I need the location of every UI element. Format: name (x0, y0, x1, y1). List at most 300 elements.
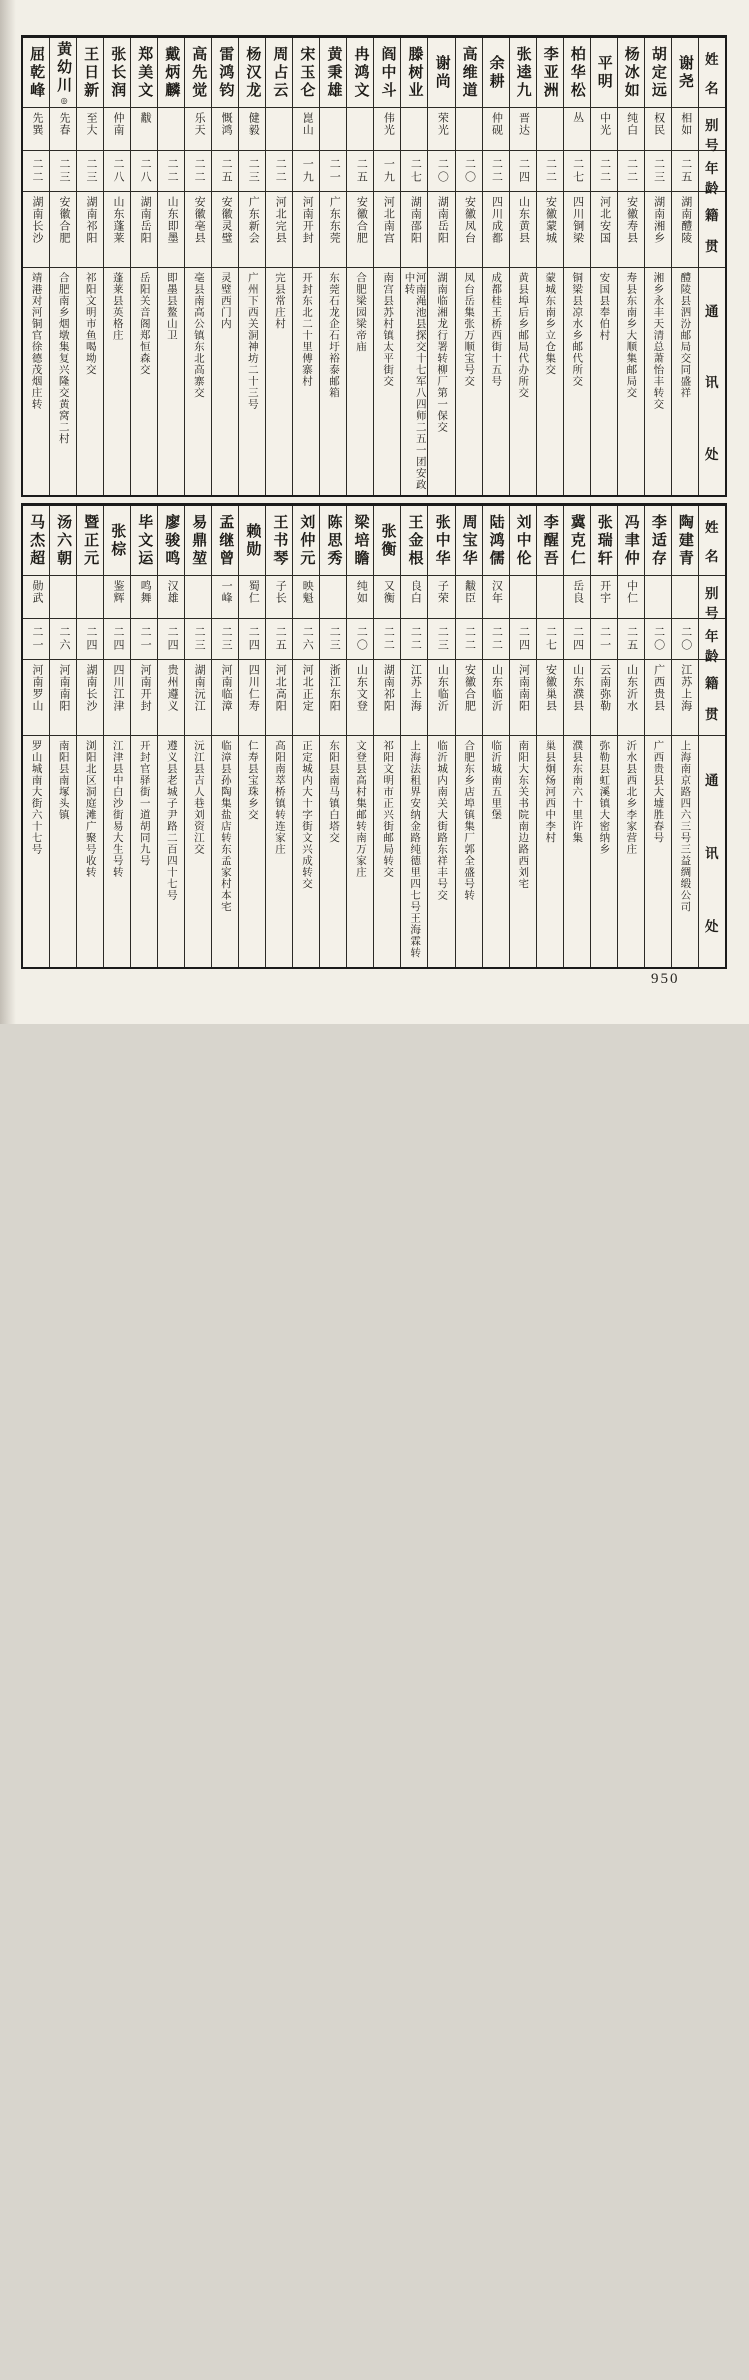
person-name-text: 周占云 (271, 45, 288, 100)
person-native-place-text: 山东濮县 (571, 664, 584, 712)
person-name-text: 张衡 (379, 522, 396, 559)
person-alias-text: 纯白 (625, 112, 638, 136)
person-name-text: 柏华松 (568, 45, 585, 100)
person-age (266, 619, 292, 660)
person-native-place (347, 660, 373, 736)
entry-column (510, 506, 537, 967)
person-address (131, 736, 157, 967)
person-native-place (374, 660, 400, 736)
person-alias-text: 乐天 (193, 112, 206, 136)
person-name (131, 38, 157, 108)
person-age-text: 二〇 (652, 626, 665, 652)
person-address (645, 268, 671, 495)
person-alias (320, 576, 346, 619)
person-address-text: 凤台岳集张万顺宝号交 (463, 272, 475, 387)
person-alias (401, 108, 427, 151)
person-name (537, 38, 563, 108)
person-name-text: 黄幼川◎ (55, 40, 72, 105)
person-address-text: 仁寿县宝珠乡交 (246, 740, 258, 821)
person-alias-text: 汉雄 (166, 580, 179, 604)
person-address (537, 268, 563, 495)
person-age (537, 619, 563, 660)
person-address-text: 开封官驿街一道胡同九号 (138, 740, 150, 867)
person-age (456, 619, 482, 660)
person-name-text: 张棕 (109, 522, 126, 559)
person-native-place-text: 河南罗山 (30, 664, 43, 712)
person-age (320, 151, 346, 192)
person-native-place (158, 660, 184, 736)
person-name-text: 胡定远 (649, 45, 666, 100)
person-native-place (428, 660, 454, 736)
person-age-text: 二二 (544, 158, 557, 184)
person-alias (212, 576, 238, 619)
person-native-place-text: 安徽合肥 (355, 196, 368, 244)
entry-column (212, 38, 239, 495)
person-age-text: 二四 (85, 626, 98, 652)
person-age (104, 151, 130, 192)
person-alias-text: 又衡 (382, 580, 395, 604)
entry-column (293, 38, 320, 495)
person-native-place (212, 192, 238, 268)
person-address (456, 268, 482, 495)
person-name (266, 38, 292, 108)
entry-column (347, 506, 374, 967)
person-native-place-text: 安徽蒙城 (544, 196, 557, 244)
person-alias (23, 576, 49, 619)
person-native-place (293, 660, 319, 736)
person-address-text: 寿县东南乡大顺集邮局交 (625, 272, 637, 399)
person-age (401, 619, 427, 660)
person-alias (266, 108, 292, 151)
header-address-label-char: 通 (705, 772, 719, 788)
person-age-text: 二五 (220, 158, 233, 184)
person-native-place-text: 河南临漳 (220, 664, 233, 712)
person-alias-text: 晋达 (517, 112, 530, 136)
entry-column (266, 506, 293, 967)
person-address-text: 湖南临湘龙行署转柳厂第一保交 (436, 272, 448, 433)
person-name-text: 张中华 (433, 513, 450, 568)
person-address-text: 正定城内大十字街文兴成转交 (300, 740, 312, 890)
person-native-place (320, 192, 346, 268)
person-age-text: 二〇 (355, 626, 368, 652)
person-age-text: 二五 (625, 626, 638, 652)
header-native-label-char: 贯 (705, 707, 719, 723)
person-alias (50, 108, 76, 151)
person-address (374, 736, 400, 967)
header-column (699, 506, 725, 967)
person-address-text: 江津县中白沙街易大生号转 (111, 740, 123, 878)
person-native-place (23, 192, 49, 268)
person-address-text: 南阳大东关书院南边路西刘宅 (517, 740, 529, 890)
entry-column (77, 38, 104, 495)
person-native-place (672, 192, 698, 268)
person-name-text: 王书琴 (271, 513, 288, 568)
person-native-place-text: 湖南醴陵 (679, 196, 692, 244)
person-alias (537, 576, 563, 619)
person-age (185, 619, 211, 660)
person-native-place (510, 660, 536, 736)
person-alias (401, 576, 427, 619)
person-address-text: 成都桂王桥西街十五号 (490, 272, 502, 387)
person-name-text: 雷鸿钧 (217, 45, 234, 100)
person-native-place (537, 192, 563, 268)
header-alias-label (699, 576, 725, 619)
person-age (537, 151, 563, 192)
person-alias-text: 蜀仁 (247, 580, 260, 604)
person-alias-text: 黻臣 (463, 580, 476, 604)
entry-column (104, 38, 131, 495)
person-alias (672, 576, 698, 619)
person-age-text: 二七 (544, 626, 557, 652)
person-alias (239, 576, 265, 619)
directory-table-bottom (21, 503, 727, 969)
person-address (293, 268, 319, 495)
person-alias-text: 伟光 (382, 112, 395, 136)
person-address-text: 亳县南高公镇东北高寨交 (192, 272, 204, 399)
person-address-text: 岳阳关音阁郑恒森交 (138, 272, 150, 376)
person-alias (23, 108, 49, 151)
person-native-place-text: 山东临沂 (490, 664, 503, 712)
header-name-label (699, 506, 725, 576)
person-alias-text: 勋武 (30, 580, 43, 604)
entry-column (483, 38, 510, 495)
header-age-label (699, 151, 725, 196)
person-name (212, 38, 238, 108)
header-native-label-char: 贯 (705, 239, 719, 255)
person-native-place (77, 192, 103, 268)
entry-column (672, 506, 699, 967)
entry-column (23, 506, 50, 967)
entry-column (564, 506, 591, 967)
person-address-text: 南宫县苏村镇太平街交 (382, 272, 394, 387)
person-native-place-text: 河南开封 (301, 196, 314, 244)
person-address (320, 268, 346, 495)
person-native-place (537, 660, 563, 736)
person-age (239, 151, 265, 192)
person-address-text: 即墨县鳌山卫 (165, 272, 177, 341)
person-name-text: 张瑞轩 (595, 513, 612, 568)
person-age (672, 151, 698, 192)
person-name-text: 黄秉雄 (325, 45, 342, 100)
person-alias-text: 映魁 (301, 580, 314, 604)
person-age-text: 二一 (598, 626, 611, 652)
person-name-text: 宋玉仑 (298, 45, 315, 100)
person-address-text: 靖港对河铜官徐德茂烟庄转 (30, 272, 42, 410)
person-native-place (266, 192, 292, 268)
person-name-text: 毕文运 (136, 513, 153, 568)
person-age (185, 151, 211, 192)
person-name (591, 506, 617, 576)
person-name (77, 38, 103, 108)
entry-column (185, 506, 212, 967)
person-native-place-text: 河北正定 (301, 664, 314, 712)
person-address-text: 南阳县南塚头镇 (57, 740, 69, 821)
entry-column (239, 506, 266, 967)
person-address (428, 736, 454, 967)
person-name (510, 38, 536, 108)
person-address (212, 736, 238, 967)
person-native-place (645, 192, 671, 268)
person-address-text: 文登县高村集邮转南万家庄 (355, 740, 367, 878)
entry-column (428, 38, 455, 495)
person-name (428, 38, 454, 108)
person-native-place-text: 湖南长沙 (85, 664, 98, 712)
person-native-place (456, 192, 482, 268)
person-name (645, 506, 671, 576)
entry-column (158, 38, 185, 495)
person-age (293, 619, 319, 660)
person-native-place (564, 660, 590, 736)
person-age-text: 二三 (247, 158, 260, 184)
person-native-place (456, 660, 482, 736)
person-age-text: 二〇 (679, 626, 692, 652)
person-alias (564, 108, 590, 151)
person-native-place-text: 湖南祁阳 (382, 664, 395, 712)
header-address-label-char: 处 (705, 447, 719, 463)
person-native-place-text: 湖南邵阳 (409, 196, 422, 244)
person-alias (564, 576, 590, 619)
person-age-text: 二二 (490, 626, 503, 652)
person-age (564, 151, 590, 192)
person-address (483, 268, 509, 495)
person-native-place-text: 山东即墨 (166, 196, 179, 244)
person-alias (456, 108, 482, 151)
person-alias (158, 576, 184, 619)
person-native-place-text: 浙江东阳 (328, 664, 341, 712)
person-age (645, 151, 671, 192)
person-address-text: 遵义县老城子尹路二百四十七号 (165, 740, 177, 901)
person-age-text: 二三 (652, 158, 665, 184)
entry-column (537, 38, 564, 495)
header-name-label-char: 名 (705, 80, 719, 96)
person-address-text: 合肥梁园梁帝庙 (355, 272, 367, 353)
person-alias (239, 108, 265, 151)
person-address-text: 铜梁县凉水乡邮代所交 (571, 272, 583, 387)
person-address (239, 268, 265, 495)
person-address-text: 安国县奉伯村 (598, 272, 610, 341)
person-alias-text: 丛 (571, 112, 584, 124)
person-native-place (158, 192, 184, 268)
header-address-label-char: 讯 (705, 375, 719, 391)
person-age-text: 二三 (193, 626, 206, 652)
person-address-text: 湘乡永丰天清总萧怡丰转交 (652, 272, 664, 410)
person-name-text: 张长润 (109, 45, 126, 100)
person-alias-text: 汉年 (490, 580, 503, 604)
person-age (618, 619, 644, 660)
person-name-text: 谢尚 (433, 54, 450, 91)
person-name-text: 余耕 (487, 54, 504, 91)
person-native-place (401, 192, 427, 268)
person-alias (77, 108, 103, 151)
person-age (645, 619, 671, 660)
person-alias (77, 576, 103, 619)
person-native-place (131, 192, 157, 268)
person-alias (591, 108, 617, 151)
person-age-text: 二二 (490, 158, 503, 184)
person-address (104, 736, 130, 967)
person-native-place-text: 安徽凤台 (463, 196, 476, 244)
person-native-place-text: 河北完县 (274, 196, 287, 244)
person-name-text: 李亚洲 (541, 45, 558, 100)
person-address (158, 736, 184, 967)
person-name (50, 38, 76, 108)
header-age-label-char: 年 (705, 629, 719, 644)
person-alias (347, 108, 373, 151)
person-address (50, 736, 76, 967)
person-native-place-text: 安徽灵璧 (220, 196, 233, 244)
person-name (158, 506, 184, 576)
person-native-place-text: 河南南阳 (57, 664, 70, 712)
person-address (564, 736, 590, 967)
person-age (23, 151, 49, 192)
header-age-label-char: 龄 (705, 181, 719, 196)
header-alias-label-char: 别 (705, 586, 719, 601)
person-alias (510, 576, 536, 619)
person-age-text: 二〇 (436, 158, 449, 184)
person-native-place-text: 安徽寿县 (625, 196, 638, 244)
person-age-text: 二一 (139, 626, 152, 652)
person-address (510, 268, 536, 495)
person-address (23, 736, 49, 967)
person-alias-text: 崑山 (301, 112, 314, 136)
person-age (483, 151, 509, 192)
person-native-place-text: 山东黄县 (517, 196, 530, 244)
person-address-text: 濮县东南六十里许集 (571, 740, 583, 844)
person-age-text: 二六 (57, 626, 70, 652)
person-name-text: 郑美文 (136, 45, 153, 100)
entry-column (266, 38, 293, 495)
person-alias-text: 相如 (679, 112, 692, 136)
person-address-text: 蓬莱县英格庄 (111, 272, 123, 341)
person-alias-text: 权民 (652, 112, 665, 136)
person-address-text: 合肥南乡烟墩集复兴隆交黄窝二村 (57, 272, 69, 445)
person-name-text: 李醒吾 (541, 513, 558, 568)
person-age-text: 二七 (409, 158, 422, 184)
person-alias-text: 子长 (274, 580, 287, 604)
person-name (401, 506, 427, 576)
person-name (320, 38, 346, 108)
person-name (293, 38, 319, 108)
person-alias (591, 576, 617, 619)
person-address (239, 736, 265, 967)
person-name-text: 周宝华 (460, 513, 477, 568)
person-age-text: 二四 (166, 626, 179, 652)
person-name-text: 屈乾峰 (28, 45, 45, 100)
person-address-text: 祁阳文明市正兴街邮局转交 (382, 740, 394, 878)
person-native-place-text: 湖南沅江 (193, 664, 206, 712)
entry-column (293, 506, 320, 967)
person-native-place (510, 192, 536, 268)
person-native-place (672, 660, 698, 736)
person-native-place (239, 192, 265, 268)
person-address (50, 268, 76, 495)
person-alias-text: 中仁 (625, 580, 638, 604)
person-address (212, 268, 238, 495)
person-alias (618, 576, 644, 619)
person-address-text: 广州下西关洞神坊二十三号 (246, 272, 258, 410)
person-native-place-text: 河北高阳 (274, 664, 287, 712)
header-address-label-char: 处 (705, 918, 719, 934)
person-name-text: 陶建青 (676, 513, 693, 568)
person-address (347, 268, 373, 495)
person-native-place (23, 660, 49, 736)
person-native-place (428, 192, 454, 268)
entry-column (645, 506, 672, 967)
page-number: 950 (651, 971, 680, 987)
person-address (77, 736, 103, 967)
person-native-place (212, 660, 238, 736)
person-age (672, 619, 698, 660)
person-age (104, 619, 130, 660)
person-native-place-text: 安徽合肥 (463, 664, 476, 712)
person-name-text: 冀克仁 (568, 513, 585, 568)
person-alias-text: 鉴辉 (112, 580, 125, 604)
person-alias-text: 纯如 (355, 580, 368, 604)
entry-column (672, 38, 699, 495)
person-native-place-text: 山东临沂 (436, 664, 449, 712)
person-address (672, 268, 698, 495)
person-native-place (645, 660, 671, 736)
person-name-text: 滕树业 (406, 45, 423, 100)
person-name (347, 38, 373, 108)
person-address-text: 浏阳北区洞庭滩广聚号收转 (84, 740, 96, 878)
person-native-place-text: 贵州遵义 (166, 664, 179, 712)
person-alias-text: 开宇 (598, 580, 611, 604)
person-alias-text: 健毅 (247, 112, 260, 136)
person-native-place (131, 660, 157, 736)
person-native-place-text: 山东沂水 (625, 664, 638, 712)
entry-column (185, 38, 212, 495)
person-age-text: 一九 (301, 158, 314, 184)
person-name (158, 38, 184, 108)
person-age-text: 二一 (328, 158, 341, 184)
person-native-place-text: 湖南祁阳 (85, 196, 98, 244)
person-native-place-text: 四川仁寿 (247, 664, 260, 712)
person-age (591, 619, 617, 660)
person-name-text: 暨正元 (82, 513, 99, 568)
person-address-text: 东阳县南马镇白塔交 (328, 740, 340, 844)
person-age-text: 二三 (85, 158, 98, 184)
person-native-place (618, 660, 644, 736)
person-alias (293, 108, 319, 151)
person-address (618, 268, 644, 495)
person-name-text: 马杰超 (28, 513, 45, 568)
person-alias (185, 576, 211, 619)
person-alias-text: 先巽 (30, 112, 43, 136)
name-annotation-mark: ◎ (59, 94, 69, 105)
person-alias (293, 576, 319, 619)
header-column (699, 38, 725, 495)
person-native-place (239, 660, 265, 736)
entry-column (50, 38, 77, 495)
person-age-text: 一九 (382, 158, 395, 184)
person-alias (483, 576, 509, 619)
entry-column (77, 506, 104, 967)
person-native-place-text: 四川成都 (490, 196, 503, 244)
person-native-place (347, 192, 373, 268)
person-age-text: 二四 (571, 626, 584, 652)
person-name-text: 廖骏鸣 (163, 513, 180, 568)
person-name (374, 38, 400, 108)
person-alias (158, 108, 184, 151)
entry-column (618, 506, 645, 967)
person-age-text: 二八 (139, 158, 152, 184)
person-name (456, 506, 482, 576)
person-name-text: 谢尧 (676, 54, 693, 91)
person-age (158, 619, 184, 660)
person-age (591, 151, 617, 192)
person-address (428, 268, 454, 495)
